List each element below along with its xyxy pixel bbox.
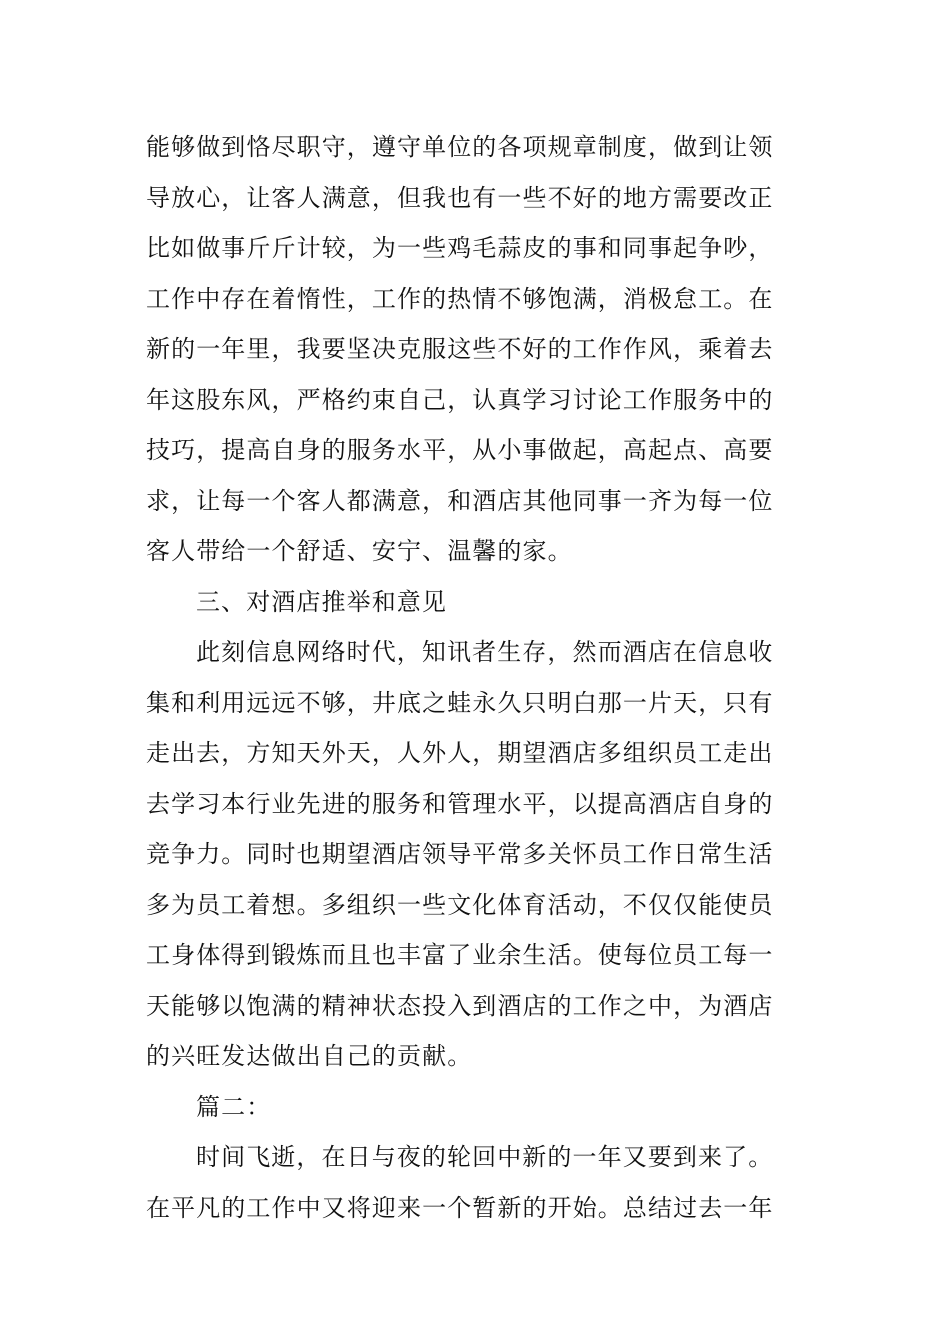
text-line: 去学习本行业先进的服务和管理水平，以提高酒店自身的 xyxy=(146,789,774,818)
text-line: 求，让每一个客人都满意，和酒店其他同事一齐为每一位 xyxy=(146,486,774,515)
text-line: 导放心，让客人满意，但我也有一些不好的地方需要改正 xyxy=(146,183,774,212)
section-heading: 三、对酒店推举和意见 xyxy=(196,587,447,616)
text-line: 竞争力。同时也期望酒店领导平常多关怀员工作日常生活 xyxy=(146,840,774,868)
text-line: 在平凡的工作中又将迎来一个暂新的开始。总结过去一年 xyxy=(146,1193,774,1222)
text-line: 多为员工着想。多组织一些文化体育活动，不仅仅能使员 xyxy=(146,890,774,919)
text-line: 技巧，提高自身的服务水平，从小事做起，高起点、高要 xyxy=(146,436,774,464)
text-line: 能够做到恪尽职守，遵守单位的各项规章制度，做到让领 xyxy=(146,133,774,161)
text-line: 天能够以饱满的精神状态投入到酒店的工作之中，为酒店 xyxy=(146,991,774,1020)
text-line: 走出去，方知天外天，人外人，期望酒店多组织员工走出 xyxy=(146,739,774,767)
text-line: 年这股东风，严格约束自己，认真学习讨论工作服务中的 xyxy=(146,385,774,414)
text-line: 工身体得到锻炼而且也丰富了业余生活。使每位员工每一 xyxy=(146,941,774,969)
document-body xyxy=(146,122,810,1233)
text-line: 客人带给一个舒适、安宁、温馨的家。 xyxy=(146,537,573,565)
text-line: 的兴旺发达做出自己的贡献。 xyxy=(146,1042,473,1070)
text-line: 工作中存在着惰性，工作的热情不够饱满，消极怠工。在 xyxy=(146,284,774,313)
text-line: 此刻信息网络时代，知讯者生存，然而酒店在信息收 xyxy=(196,638,774,666)
section-heading: 篇二： xyxy=(196,1092,272,1121)
text-line: 新的一年里，我要坚决克服这些不好的工作作风，乘着去 xyxy=(146,335,774,363)
text-line: 集和利用远远不够，井底之蛙永久只明白那一片天，只有 xyxy=(146,688,774,717)
text-line: 比如做事斤斤计较，为一些鸡毛蒜皮的事和同事起争吵， xyxy=(146,234,774,262)
text-line: 时间飞逝，在日与夜的轮回中新的一年又要到来了。 xyxy=(196,1143,774,1171)
